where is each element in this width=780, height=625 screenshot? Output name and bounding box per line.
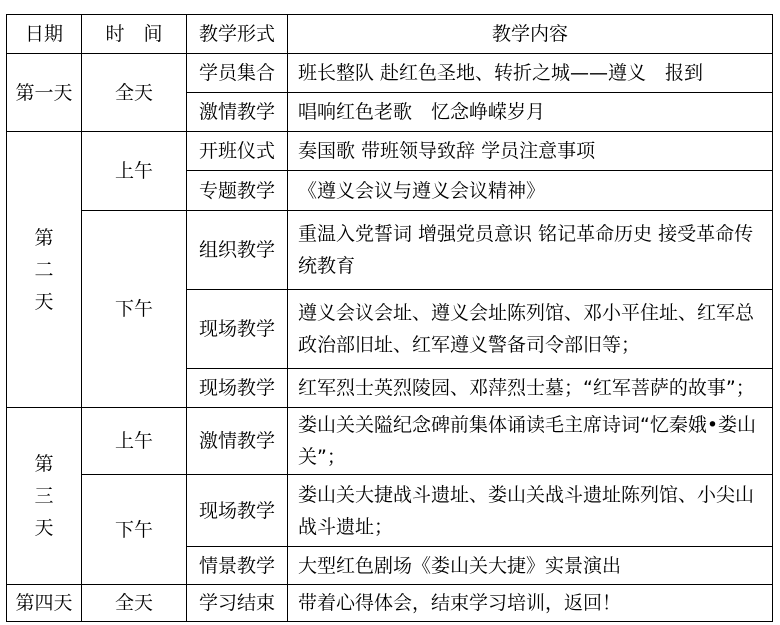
table-row bbox=[7, 54, 773, 93]
format-cell: 现场教学 bbox=[187, 369, 288, 408]
time-label: 全天 bbox=[82, 585, 187, 622]
table-row bbox=[7, 211, 773, 290]
content-cell: 大型红色剧场《娄山关大捷》实景演出 bbox=[288, 547, 773, 585]
table-row bbox=[7, 408, 773, 475]
day-label-char: 第 bbox=[34, 453, 54, 475]
day-label-char: 天 bbox=[34, 517, 54, 539]
day-label: 第一天 bbox=[7, 54, 82, 132]
table-row bbox=[7, 475, 773, 547]
time-label: 下午 bbox=[82, 211, 187, 408]
format-cell: 现场教学 bbox=[187, 475, 288, 547]
schedule-table bbox=[6, 14, 773, 622]
content-cell: 唱响红色老歌 忆念峥嵘岁月 bbox=[288, 93, 773, 132]
header-content: 教学内容 bbox=[288, 15, 773, 54]
format-cell: 情景教学 bbox=[187, 547, 288, 585]
format-cell: 开班仪式 bbox=[187, 132, 288, 171]
day-label bbox=[7, 408, 82, 585]
header-date: 日期 bbox=[7, 15, 82, 54]
content-cell: 娄山关关隘纪念碑前集体诵读毛主席诗词“忆秦娥•娄山关”； bbox=[288, 408, 773, 475]
format-cell: 激情教学 bbox=[187, 408, 288, 475]
content-cell: 带着心得体会，结束学习培训，返回！ bbox=[288, 585, 773, 622]
content-cell: 娄山关大捷战斗遗址、娄山关战斗遗址陈列馆、小尖山战斗遗址； bbox=[288, 475, 773, 547]
content-cell: 奏国歌 带班领导致辞 学员注意事项 bbox=[288, 132, 773, 171]
format-cell: 专题教学 bbox=[187, 171, 288, 211]
content-cell: 班长整队 赴红色圣地、转折之城——遵义 报到 bbox=[288, 54, 773, 93]
day-label bbox=[7, 132, 82, 408]
format-cell: 学员集合 bbox=[187, 54, 288, 93]
day-label-char: 三 bbox=[34, 485, 54, 507]
header-row bbox=[7, 15, 773, 54]
content-cell: 《遵义会议与遵义会议精神》 bbox=[288, 171, 773, 211]
time-label: 上午 bbox=[82, 132, 187, 211]
time-label: 全天 bbox=[82, 54, 187, 132]
header-time: 时 间 bbox=[82, 15, 187, 54]
day-label-char: 第 bbox=[34, 226, 54, 249]
day-label-char: 二 bbox=[34, 258, 54, 281]
time-label: 下午 bbox=[82, 475, 187, 585]
header-format: 教学形式 bbox=[187, 15, 288, 54]
day-label: 第四天 bbox=[7, 585, 82, 622]
day-label-char: 天 bbox=[34, 290, 54, 313]
format-cell: 组织教学 bbox=[187, 211, 288, 290]
format-cell: 现场教学 bbox=[187, 290, 288, 369]
content-cell: 遵义会议会址、遵义会址陈列馆、邓小平住址、红军总政治部旧址、红军遵义警备司令部旧等； bbox=[288, 290, 773, 369]
table-row bbox=[7, 585, 773, 622]
format-cell: 激情教学 bbox=[187, 93, 288, 132]
content-cell: 红军烈士英烈陵园、邓萍烈士墓；“红军菩萨的故事”； bbox=[288, 369, 773, 408]
content-cell: 重温入党誓词 增强党员意识 铭记革命历史 接受革命传统教育 bbox=[288, 211, 773, 290]
time-label: 上午 bbox=[82, 408, 187, 475]
table-row bbox=[7, 132, 773, 171]
format-cell: 学习结束 bbox=[187, 585, 288, 622]
